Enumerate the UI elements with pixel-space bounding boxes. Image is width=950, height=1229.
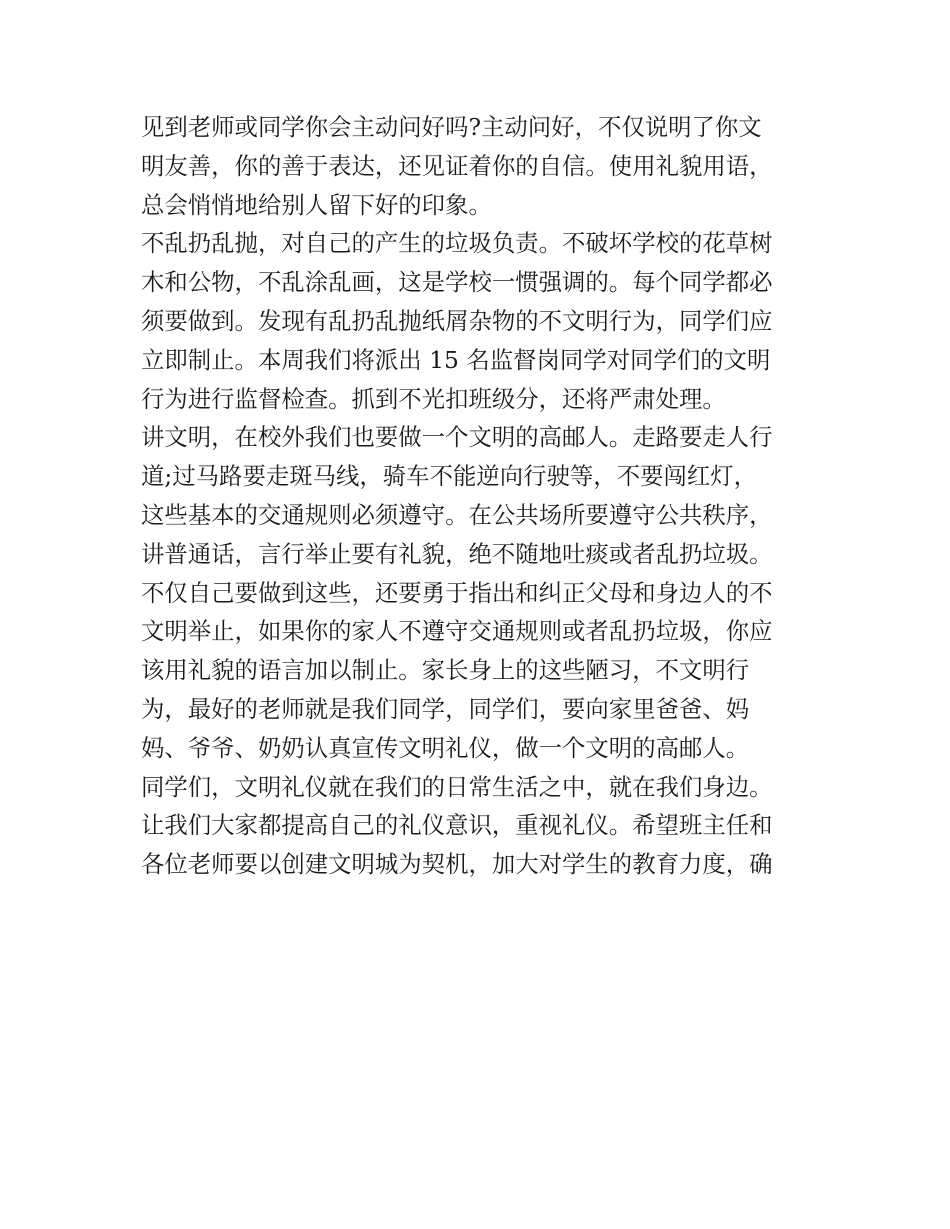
text-line: 这些基本的交通规则必须遵守。在公共场所要遵守公共秩序，	[141, 500, 773, 529]
text-line: 见到老师或同学你会主动问好吗?主动问好，不仅说明了你文	[141, 113, 762, 141]
text-line: 不乱扔乱抛，对自己的产生的垃圾负责。不破坏学校的花草树	[141, 229, 773, 258]
text-line: 总会悄悄地给别人留下好的印象。	[141, 190, 492, 219]
document-body	[141, 108, 813, 884]
text-line: 道;过马路要走斑马线，骑车不能逆向行驶等，不要闯红灯，	[141, 462, 758, 491]
text-line: 木和公物，不乱涂乱画，这是学校一惯强调的。每个同学都必	[141, 268, 773, 297]
text-line: 立即制止。本周我们将派出 15 名监督岗同学对同学们的文明	[141, 345, 771, 374]
text-line: 妈、爷爷、奶奶认真宣传文明礼仪，做一个文明的高邮人。	[141, 733, 750, 762]
text-line: 为，最好的老师就是我们同学，同学们，要向家里爸爸、妈	[141, 694, 750, 723]
text-line: 明友善，你的善于表达，还见证着你的自信。使用礼貌用语，	[141, 151, 773, 180]
text-line: 各位老师要以创建文明城为契机，加大对学生的教育力度，确	[141, 850, 773, 879]
text-line: 行为进行监督检查。抓到不光扣班级分，还将严肃处理。	[141, 384, 726, 413]
text-line: 讲文明，在校外我们也要做一个文明的高邮人。走路要走人行	[141, 423, 773, 452]
text-line: 讲普通话，言行举止要有礼貌，绝不随地吐痰或者乱扔垃圾。	[141, 539, 773, 568]
text-line: 不仅自己要做到这些，还要勇于指出和纠正父母和身边人的不	[141, 578, 773, 607]
text-line: 让我们大家都提高自己的礼仪意识，重视礼仪。希望班主任和	[141, 811, 773, 840]
text-line: 文明举止，如果你的家人不遵守交通规则或者乱扔垃圾，你应	[141, 617, 773, 646]
text-line: 同学们，文明礼仪就在我们的日常生活之中，就在我们身边。	[141, 772, 773, 801]
text-line: 该用礼貌的语言加以制止。家长身上的这些陋习，不文明行	[141, 656, 750, 685]
text-line: 须要做到。发现有乱扔乱抛纸屑杂物的不文明行为，同学们应	[141, 306, 773, 335]
